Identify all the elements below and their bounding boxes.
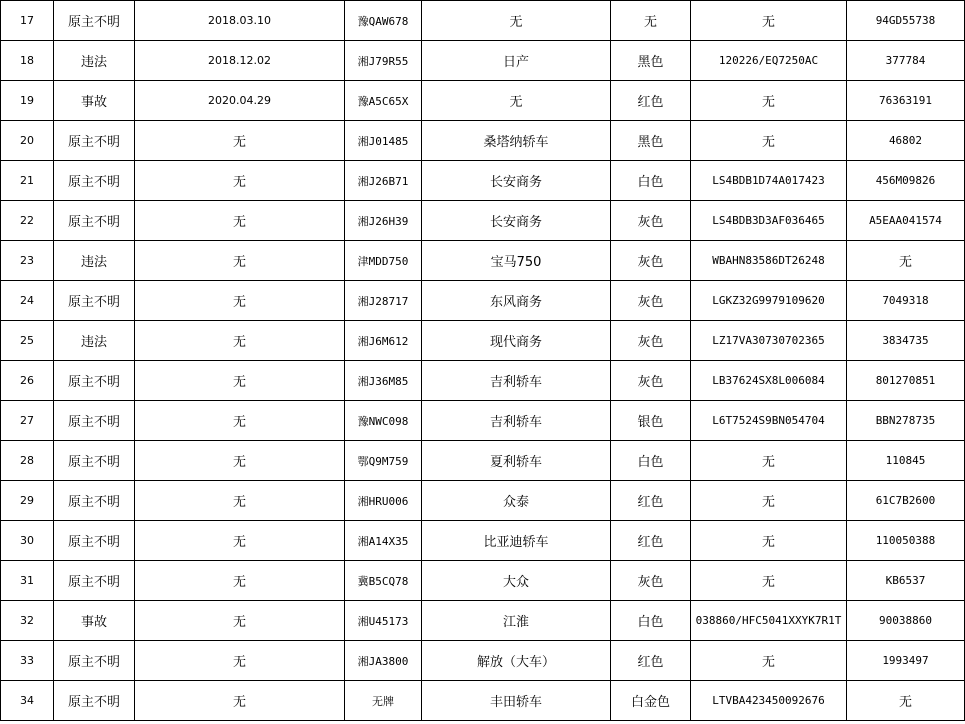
vehicle-model-cell: 无 <box>422 1 611 41</box>
vehicle-model-cell: 吉利轿车 <box>422 401 611 441</box>
plate-number-cell: 湘J01485 <box>345 121 422 161</box>
case-type-cell: 原主不明 <box>54 361 135 401</box>
case-type-cell: 原主不明 <box>54 1 135 41</box>
vehicle-color-cell: 黑色 <box>611 121 691 161</box>
engine-number-cell: 46802 <box>847 121 965 161</box>
vehicle-color-cell: 灰色 <box>611 561 691 601</box>
table-row <box>1 321 965 361</box>
vin-cell: 无 <box>691 81 847 121</box>
case-type-cell: 原主不明 <box>54 201 135 241</box>
vehicle-model-cell: 无 <box>422 81 611 121</box>
case-type-cell: 违法 <box>54 241 135 281</box>
plate-number-cell: 湘J28717 <box>345 281 422 321</box>
case-type-cell: 原主不明 <box>54 281 135 321</box>
table-row <box>1 641 965 681</box>
vehicle-color-cell: 灰色 <box>611 361 691 401</box>
engine-number-cell: 61C7B2600 <box>847 481 965 521</box>
case-type-cell: 原主不明 <box>54 681 135 721</box>
vehicle-model-cell: 长安商务 <box>422 201 611 241</box>
plate-number-cell: 湘J6M612 <box>345 321 422 361</box>
plate-number-cell: 豫NWC098 <box>345 401 422 441</box>
vehicle-color-cell: 银色 <box>611 401 691 441</box>
vin-cell: 无 <box>691 481 847 521</box>
engine-number-cell: 7049318 <box>847 281 965 321</box>
plate-number-cell: 鄂Q9M759 <box>345 441 422 481</box>
vehicle-model-cell: 现代商务 <box>422 321 611 361</box>
row-number-cell: 17 <box>1 1 54 41</box>
date-cell: 无 <box>135 601 345 641</box>
table-row <box>1 121 965 161</box>
date-cell: 无 <box>135 401 345 441</box>
case-type-cell: 原主不明 <box>54 401 135 441</box>
vin-cell: 038860/HFC5041XXYK7R1T <box>691 601 847 641</box>
case-type-cell: 原主不明 <box>54 121 135 161</box>
plate-number-cell: 豫QAW678 <box>345 1 422 41</box>
vehicle-model-cell: 江淮 <box>422 601 611 641</box>
vehicle-model-cell: 宝马750 <box>422 241 611 281</box>
engine-number-cell: 377784 <box>847 41 965 81</box>
vehicle-model-cell: 夏利轿车 <box>422 441 611 481</box>
vin-cell: LTVBA423450092676 <box>691 681 847 721</box>
vehicle-color-cell: 白色 <box>611 161 691 201</box>
case-type-cell: 原主不明 <box>54 441 135 481</box>
date-cell: 无 <box>135 561 345 601</box>
vin-cell: LZ17VA30730702365 <box>691 321 847 361</box>
date-cell: 无 <box>135 641 345 681</box>
vehicle-model-cell: 日产 <box>422 41 611 81</box>
engine-number-cell: 76363191 <box>847 81 965 121</box>
row-number-cell: 23 <box>1 241 54 281</box>
vin-cell: 无 <box>691 441 847 481</box>
case-type-cell: 事故 <box>54 601 135 641</box>
engine-number-cell: 1993497 <box>847 641 965 681</box>
vehicle-color-cell: 红色 <box>611 81 691 121</box>
vehicle-model-cell: 吉利轿车 <box>422 361 611 401</box>
plate-number-cell: 湘A14X35 <box>345 521 422 561</box>
vin-cell: L6T7524S9BN054704 <box>691 401 847 441</box>
date-cell: 2018.03.10 <box>135 1 345 41</box>
vehicle-model-cell: 桑塔纳轿车 <box>422 121 611 161</box>
engine-number-cell: 3834735 <box>847 321 965 361</box>
engine-number-cell: 110050388 <box>847 521 965 561</box>
vehicle-color-cell: 无 <box>611 1 691 41</box>
table-row <box>1 201 965 241</box>
plate-number-cell: 津MDD750 <box>345 241 422 281</box>
vehicle-model-cell: 长安商务 <box>422 161 611 201</box>
vehicle-model-cell: 众泰 <box>422 481 611 521</box>
table-row <box>1 681 965 721</box>
case-type-cell: 违法 <box>54 321 135 361</box>
engine-number-cell: 94GD55738 <box>847 1 965 41</box>
case-type-cell: 原主不明 <box>54 641 135 681</box>
engine-number-cell: 90038860 <box>847 601 965 641</box>
vin-cell: WBAHN83586DT26248 <box>691 241 847 281</box>
table-row <box>1 521 965 561</box>
engine-number-cell: 110845 <box>847 441 965 481</box>
date-cell: 无 <box>135 521 345 561</box>
row-number-cell: 20 <box>1 121 54 161</box>
engine-number-cell: 456M09826 <box>847 161 965 201</box>
vin-cell: 120226/EQ7250AC <box>691 41 847 81</box>
engine-number-cell: BBN278735 <box>847 401 965 441</box>
vehicle-table-body <box>1 1 965 721</box>
row-number-cell: 30 <box>1 521 54 561</box>
date-cell: 无 <box>135 121 345 161</box>
plate-number-cell: 湘J36M85 <box>345 361 422 401</box>
row-number-cell: 29 <box>1 481 54 521</box>
plate-number-cell: 湘J79R55 <box>345 41 422 81</box>
date-cell: 2018.12.02 <box>135 41 345 81</box>
row-number-cell: 28 <box>1 441 54 481</box>
table-row <box>1 361 965 401</box>
row-number-cell: 25 <box>1 321 54 361</box>
table-row <box>1 281 965 321</box>
row-number-cell: 18 <box>1 41 54 81</box>
table-row <box>1 561 965 601</box>
vehicle-model-cell: 丰田轿车 <box>422 681 611 721</box>
row-number-cell: 31 <box>1 561 54 601</box>
row-number-cell: 34 <box>1 681 54 721</box>
date-cell: 无 <box>135 241 345 281</box>
vehicle-model-cell: 东风商务 <box>422 281 611 321</box>
vehicle-color-cell: 灰色 <box>611 201 691 241</box>
vin-cell: 无 <box>691 561 847 601</box>
date-cell: 无 <box>135 161 345 201</box>
case-type-cell: 违法 <box>54 41 135 81</box>
vin-cell: LGKZ32G9979109620 <box>691 281 847 321</box>
plate-number-cell: 湘J26B71 <box>345 161 422 201</box>
vehicle-color-cell: 白色 <box>611 601 691 641</box>
row-number-cell: 33 <box>1 641 54 681</box>
row-number-cell: 21 <box>1 161 54 201</box>
vin-cell: LS4BDB1D74A017423 <box>691 161 847 201</box>
vehicle-color-cell: 黑色 <box>611 41 691 81</box>
plate-number-cell: 湘J26H39 <box>345 201 422 241</box>
vehicle-color-cell: 灰色 <box>611 241 691 281</box>
engine-number-cell: KB6537 <box>847 561 965 601</box>
plate-number-cell: 无牌 <box>345 681 422 721</box>
date-cell: 无 <box>135 681 345 721</box>
engine-number-cell: A5EAA041574 <box>847 201 965 241</box>
vehicle-color-cell: 白金色 <box>611 681 691 721</box>
row-number-cell: 32 <box>1 601 54 641</box>
table-row <box>1 441 965 481</box>
plate-number-cell: 湘HRU006 <box>345 481 422 521</box>
date-cell: 无 <box>135 201 345 241</box>
vehicle-color-cell: 红色 <box>611 641 691 681</box>
vin-cell: 无 <box>691 121 847 161</box>
table-row <box>1 241 965 281</box>
vin-cell: 无 <box>691 1 847 41</box>
engine-number-cell: 无 <box>847 241 965 281</box>
date-cell: 2020.04.29 <box>135 81 345 121</box>
row-number-cell: 27 <box>1 401 54 441</box>
case-type-cell: 原主不明 <box>54 561 135 601</box>
case-type-cell: 原主不明 <box>54 521 135 561</box>
vehicle-color-cell: 灰色 <box>611 281 691 321</box>
plate-number-cell: 冀B5CQ78 <box>345 561 422 601</box>
date-cell: 无 <box>135 321 345 361</box>
date-cell: 无 <box>135 481 345 521</box>
vehicle-color-cell: 红色 <box>611 481 691 521</box>
row-number-cell: 26 <box>1 361 54 401</box>
table-row <box>1 41 965 81</box>
vin-cell: LB37624SX8L006084 <box>691 361 847 401</box>
vehicle-model-cell: 大众 <box>422 561 611 601</box>
table-row <box>1 161 965 201</box>
vin-cell: 无 <box>691 641 847 681</box>
table-row <box>1 401 965 441</box>
vehicle-model-cell: 解放（大车） <box>422 641 611 681</box>
vehicle-model-cell: 比亚迪轿车 <box>422 521 611 561</box>
date-cell: 无 <box>135 441 345 481</box>
case-type-cell: 事故 <box>54 81 135 121</box>
table-row <box>1 1 965 41</box>
vehicle-color-cell: 灰色 <box>611 321 691 361</box>
table-row <box>1 601 965 641</box>
table-row <box>1 481 965 521</box>
plate-number-cell: 豫A5C65X <box>345 81 422 121</box>
engine-number-cell: 无 <box>847 681 965 721</box>
engine-number-cell: 801270851 <box>847 361 965 401</box>
case-type-cell: 原主不明 <box>54 481 135 521</box>
vehicle-color-cell: 白色 <box>611 441 691 481</box>
vehicle-color-cell: 红色 <box>611 521 691 561</box>
date-cell: 无 <box>135 361 345 401</box>
plate-number-cell: 湘JA3800 <box>345 641 422 681</box>
table-row <box>1 81 965 121</box>
row-number-cell: 19 <box>1 81 54 121</box>
vin-cell: 无 <box>691 521 847 561</box>
date-cell: 无 <box>135 281 345 321</box>
case-type-cell: 原主不明 <box>54 161 135 201</box>
vin-cell: LS4BDB3D3AF036465 <box>691 201 847 241</box>
row-number-cell: 22 <box>1 201 54 241</box>
plate-number-cell: 湘U45173 <box>345 601 422 641</box>
row-number-cell: 24 <box>1 281 54 321</box>
